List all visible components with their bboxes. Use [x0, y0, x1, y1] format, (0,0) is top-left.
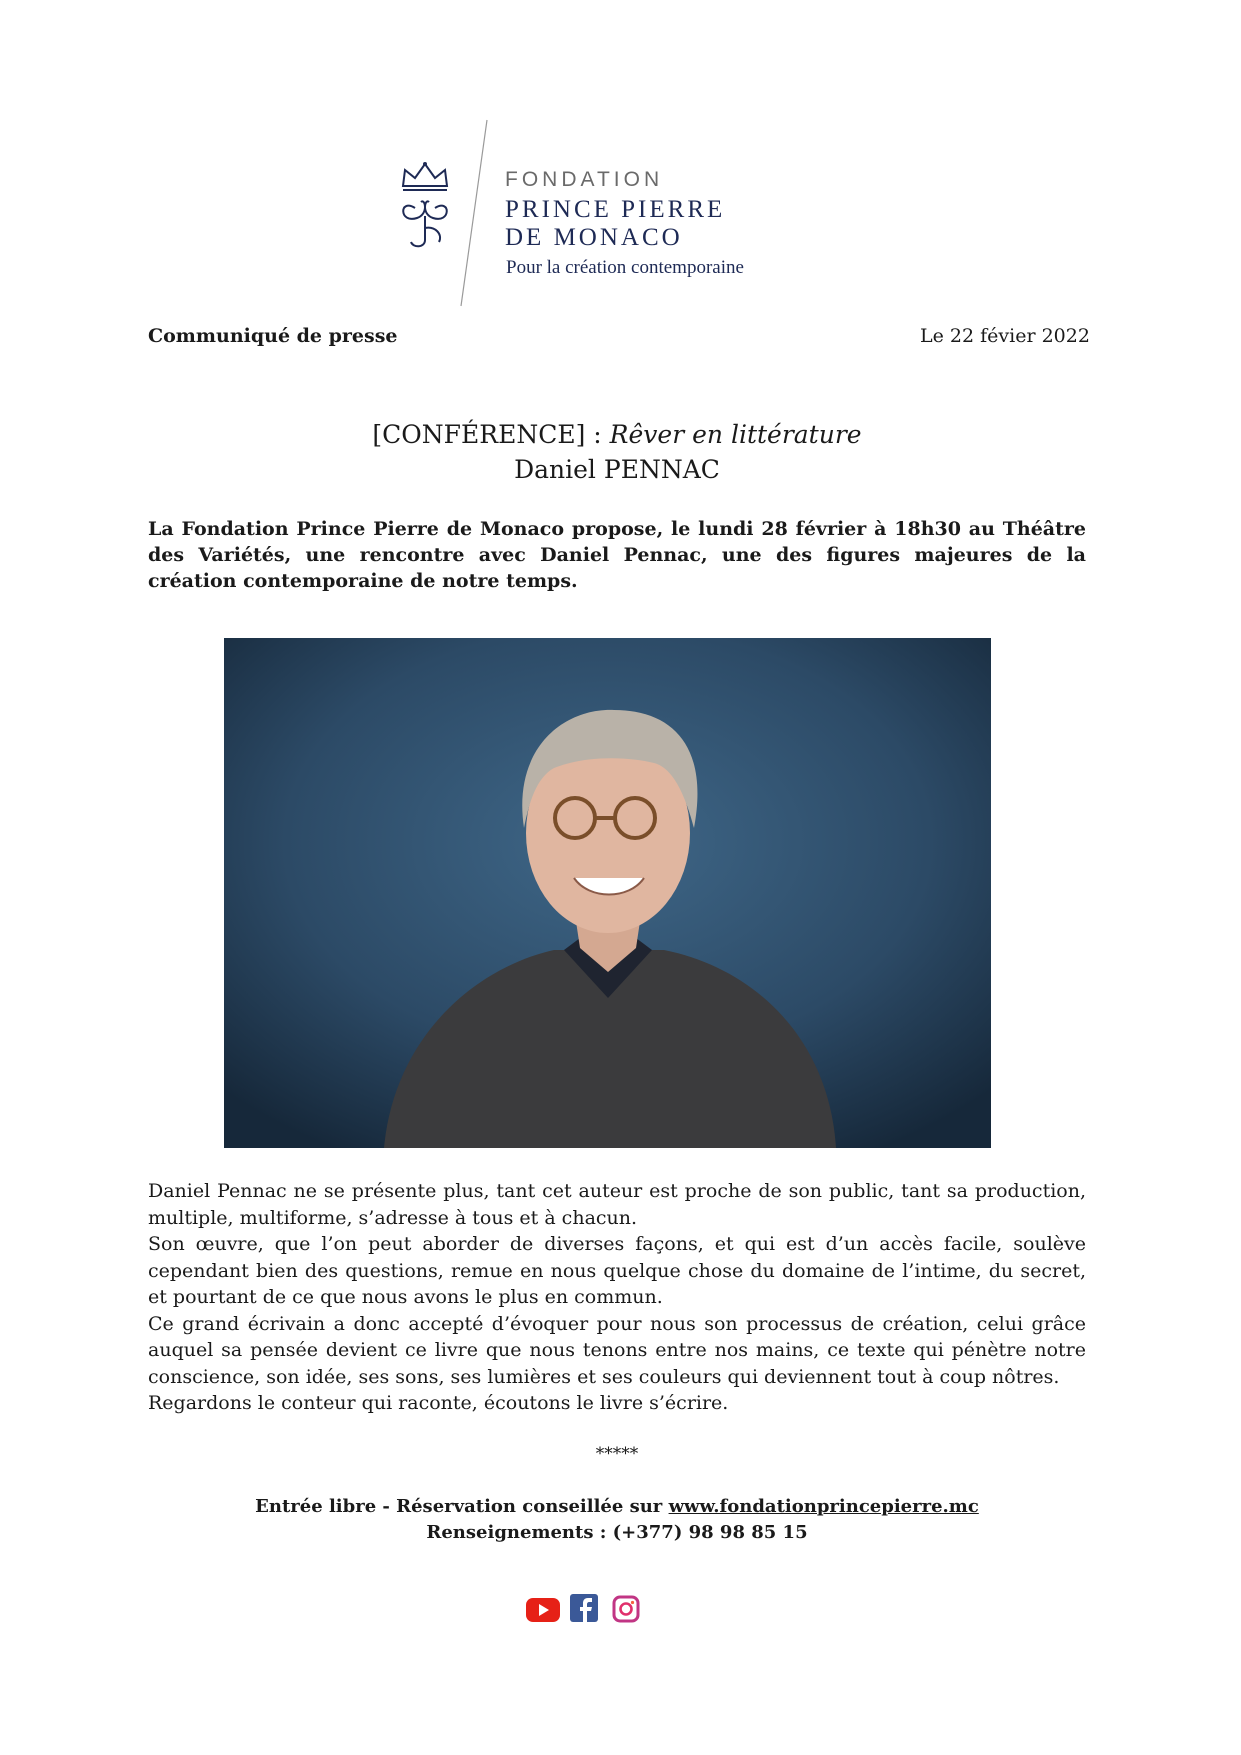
website-link[interactable]: www.fondationprincepierre.mc [668, 1496, 979, 1517]
instagram-icon[interactable] [614, 1597, 638, 1621]
body-paragraph: Ce grand écrivain a donc accepté d’évoquer pour nous son processus de création, celui grâce auquel sa pensée devient ce livre que nous tenons entre nos mains, ce texte qui pénètre notre conscience, son idée, ses sons, ses lumières et ses couleurs qui deviennent tout à coup nôtres. [148, 1312, 1086, 1388]
youtube-icon[interactable] [526, 1598, 560, 1622]
logo-fondation: FONDATION [505, 168, 664, 191]
contact-info: Renseignements : (+377) 98 98 85 15 [426, 1522, 808, 1543]
speaker-name: Daniel PENNAC [514, 455, 720, 484]
logo-tagline: Pour la création contemporaine [506, 257, 744, 278]
social-links [526, 1592, 646, 1626]
logo-divider [459, 118, 489, 308]
entry-text: Entrée libre - Réservation conseillée sur [255, 1496, 669, 1517]
body-paragraph: Daniel Pennac ne se présente plus, tant cet auteur est proche de son public, tant sa production, multiple, multiforme, s’adresse à tous et à chacun. [148, 1180, 1086, 1229]
conference-title [148, 420, 1086, 449]
body-text [148, 1178, 1086, 1417]
logo-de-monaco: DE MONACO [505, 224, 683, 251]
press-release-date: Le 22 févier 2022 [920, 325, 1090, 347]
speaker-photo [224, 638, 991, 1148]
entry-info [148, 1496, 1086, 1517]
logo-prince-pierre: PRINCE PIERRE [505, 196, 726, 223]
body-paragraph: Son œuvre, que l’on peut aborder de diverses façons, et qui est d’un accès facile, soulève cependant bien des questions, remue en nous quelque chose du domaine de l’intime, du secret, et pourtant de ce que nous avons le plus en commun. [148, 1233, 1086, 1308]
conference-name: Rêver en littérature [609, 420, 862, 449]
facebook-icon[interactable] [570, 1594, 598, 1622]
section-separator: ***** [595, 1444, 639, 1464]
intro-paragraph: La Fondation Prince Pierre de Monaco propose, le lundi 28 février à 18h30 au Théâtre des Variétés, une rencontre avec Daniel Pennac, une des figures majeures de la création contemporaine de notre temps. [148, 518, 1086, 592]
body-paragraph: Regardons le conteur qui raconte, écoutons le livre s’écrire. [148, 1392, 729, 1414]
crown-monogram-icon [395, 158, 455, 250]
foundation-logo [395, 118, 795, 308]
conference-tag: [CONFÉRENCE] : [372, 420, 610, 449]
press-release-label: Communiqué de presse [148, 325, 398, 347]
